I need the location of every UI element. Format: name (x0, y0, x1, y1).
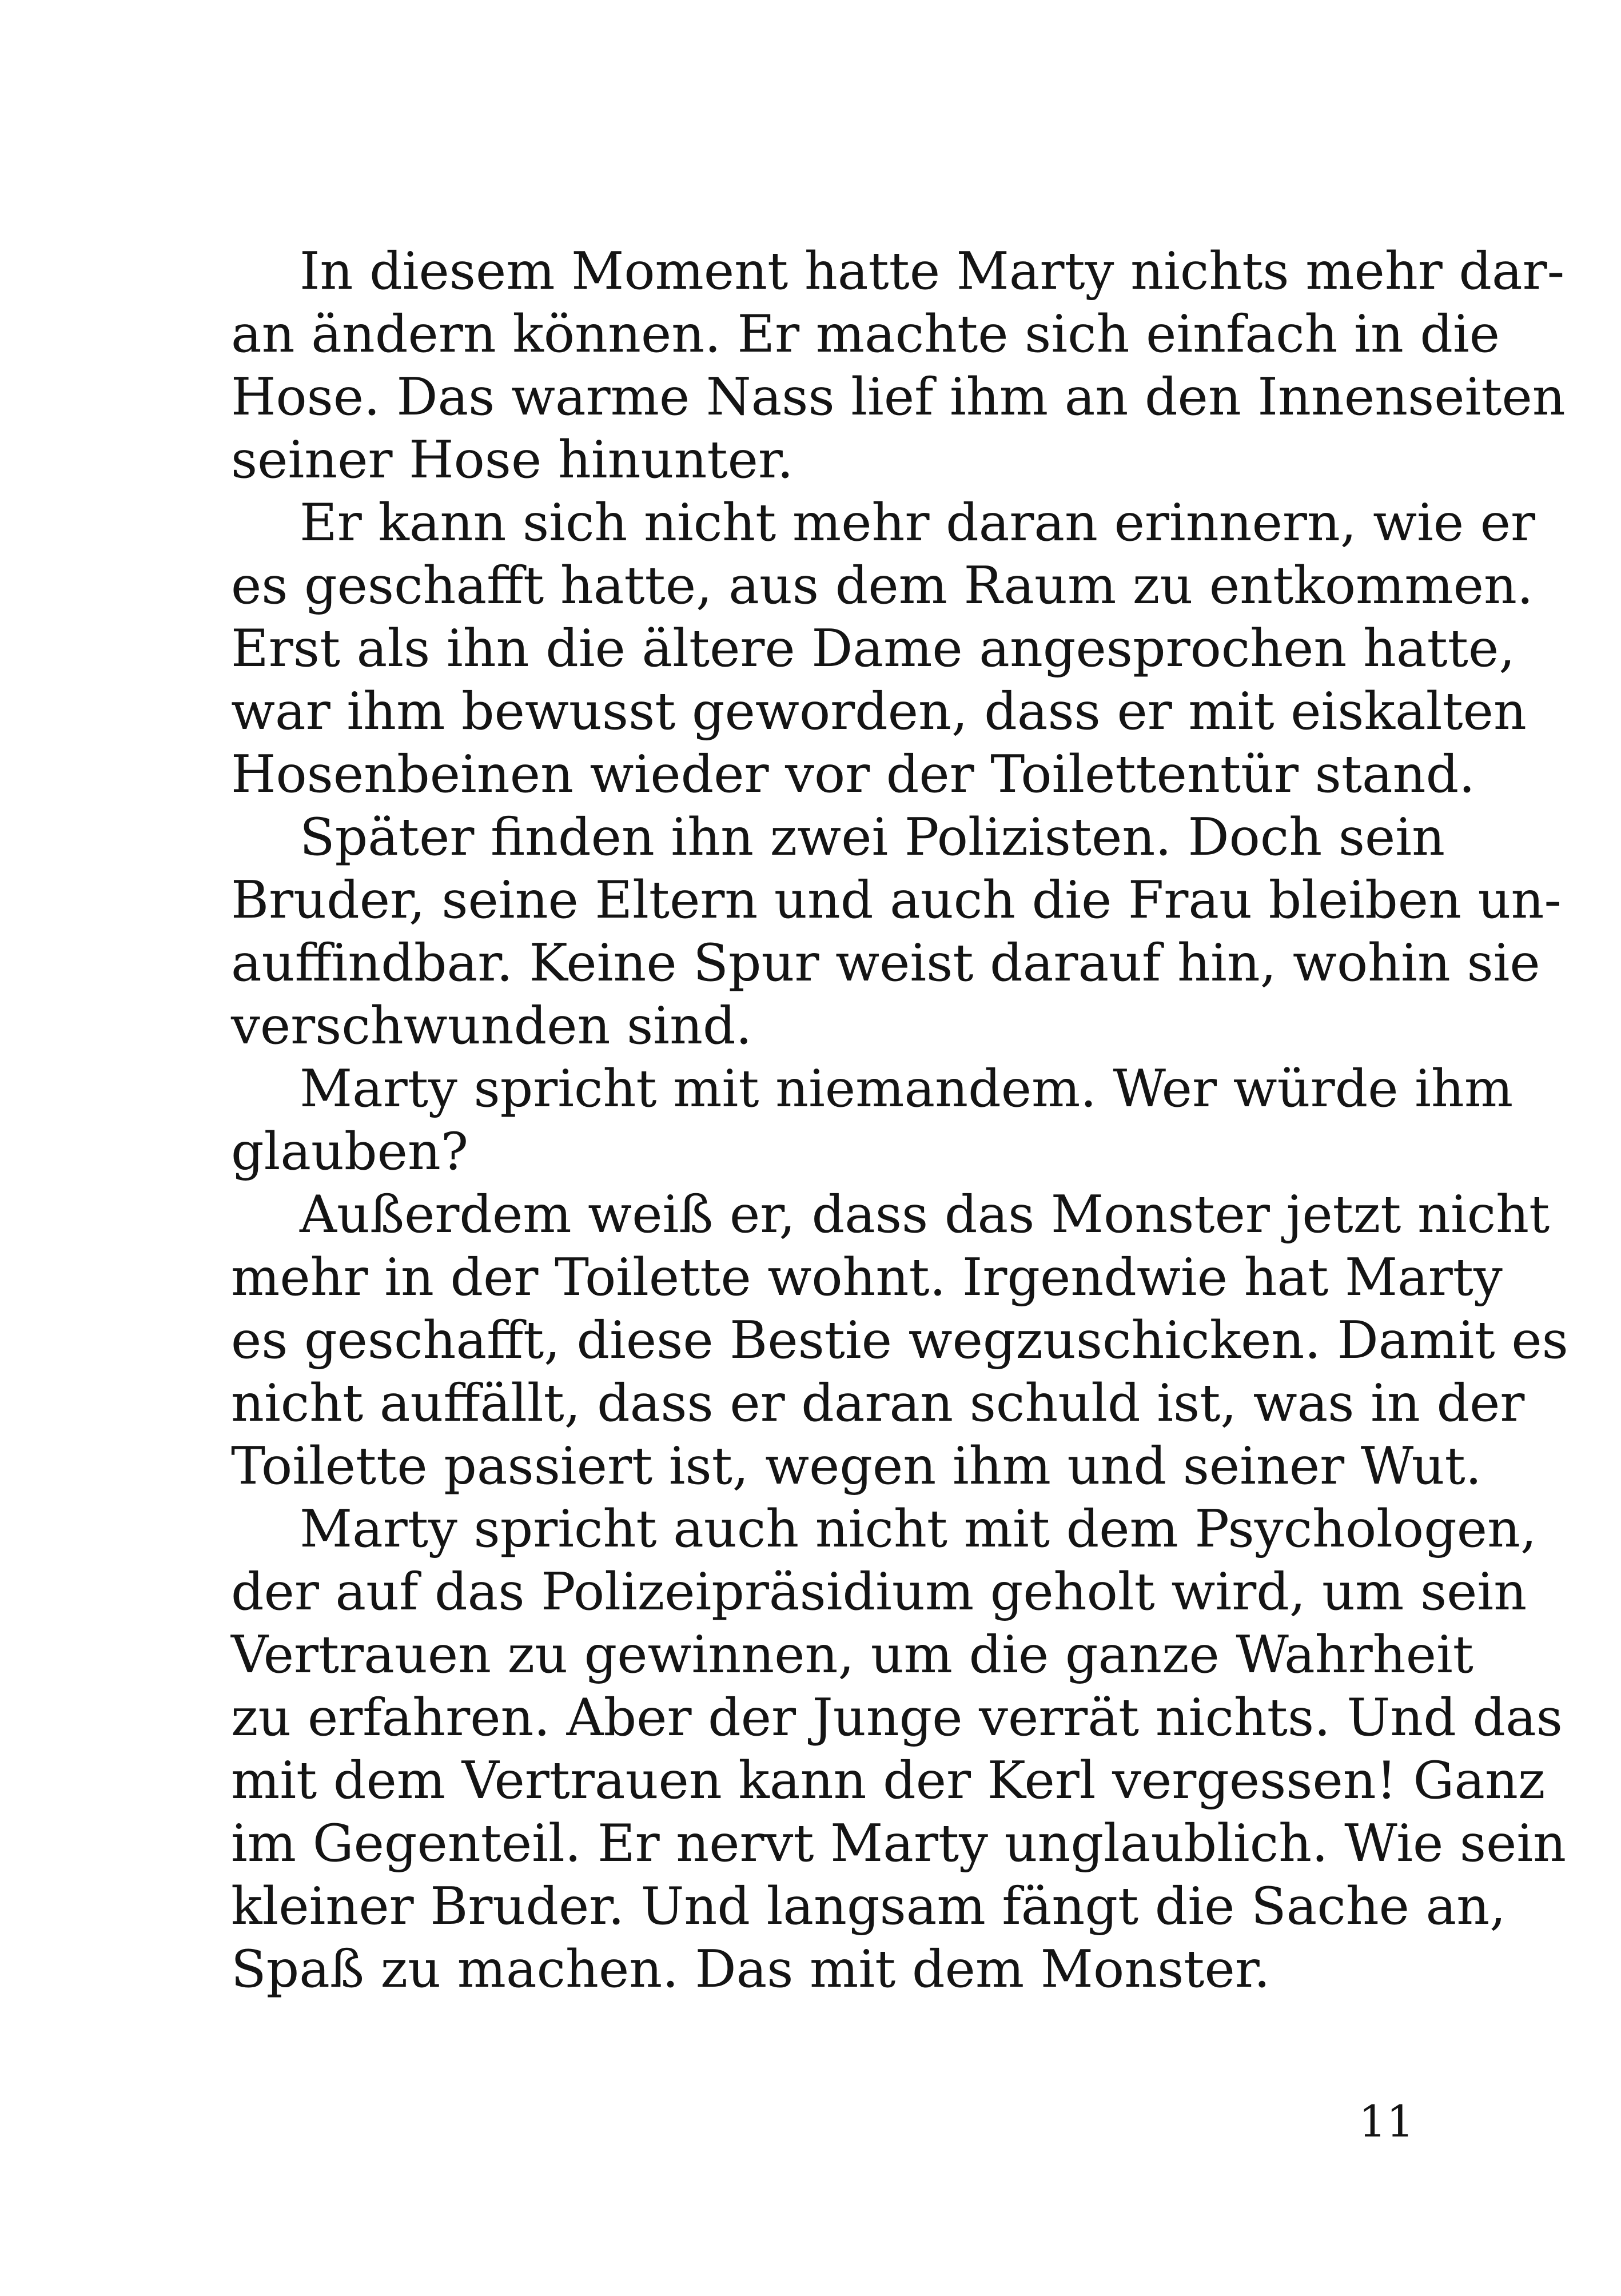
paragraph-2 (231, 492, 1536, 806)
body-text (231, 240, 1568, 2001)
text-line: war ihm bewusst geworden, dass er mit eiskalten (231, 681, 1527, 742)
text-line: Später finden ihn zwei Polizisten. Doch sein (300, 807, 1445, 867)
text-line: Bruder, seine Eltern und auch die Frau bleiben un- (231, 870, 1562, 930)
text-line: nicht auffällt, dass er daran schuld ist, was in der (231, 1373, 1525, 1433)
text-line: an ändern können. Er machte sich einfach in die (231, 304, 1500, 364)
paragraph-5 (231, 1183, 1568, 1498)
paragraph-1 (231, 240, 1566, 492)
paragraph-6 (231, 1498, 1567, 2001)
text-line: seiner Hose hinunter. (231, 430, 794, 490)
text-line: Toilette passiert ist, wegen ihm und seiner Wut. (231, 1436, 1482, 1496)
text-line: glauben? (231, 1122, 469, 1182)
text-line: Er kann sich nicht mehr daran erinnern, wie er (300, 493, 1536, 553)
text-line: mehr in der Toilette wohnt. Irgendwie hat Marty (231, 1247, 1503, 1308)
text-line: Hose. Das warme Nass lief ihm an den Innenseiten (231, 367, 1566, 427)
text-line: Marty spricht mit niemandem. Wer würde ihm (300, 1059, 1514, 1119)
text-line: Außerdem weiß er, dass das Monster jetzt nicht (300, 1185, 1550, 1245)
text-line: Spaß zu machen. Das mit dem Monster. (231, 1939, 1270, 1999)
text-line: Erst als ihn die ältere Dame angesprochen hatte, (231, 619, 1515, 679)
text-line: auffindbar. Keine Spur weist darauf hin, wohin sie (231, 933, 1540, 993)
text-line: im Gegenteil. Er nervt Marty unglaublich. Wie sein (231, 1813, 1567, 1874)
paragraph-4 (231, 1058, 1514, 1183)
text-line: In diesem Moment hatte Marty nichts mehr dar- (300, 241, 1565, 301)
text-line: kleiner Bruder. Und langsam fängt die Sache an, (231, 1876, 1506, 1936)
text-line: es geschafft hatte, aus dem Raum zu entkommen. (231, 556, 1534, 616)
text-line: verschwunden sind. (231, 996, 752, 1056)
text-line: Vertrauen zu gewinnen, um die ganze Wahrheit (231, 1625, 1473, 1685)
text-line: zu erfahren. Aber der Junge verrät nichts. Und das (231, 1688, 1563, 1748)
text-line: Hosenbeinen wieder vor der Toilettentür stand. (231, 744, 1475, 804)
page-number: 11 (1359, 2096, 1414, 2147)
text-line: Marty spricht auch nicht mit dem Psychologen, (300, 1499, 1537, 1559)
paragraph-3 (231, 806, 1562, 1058)
text-line: es geschafft, diese Bestie wegzuschicken. Damit es (231, 1310, 1568, 1370)
text-line: der auf das Polizeipräsidium geholt wird, um sein (231, 1562, 1527, 1622)
text-line: mit dem Vertrauen kann der Kerl vergessen! Ganz (231, 1751, 1546, 1811)
